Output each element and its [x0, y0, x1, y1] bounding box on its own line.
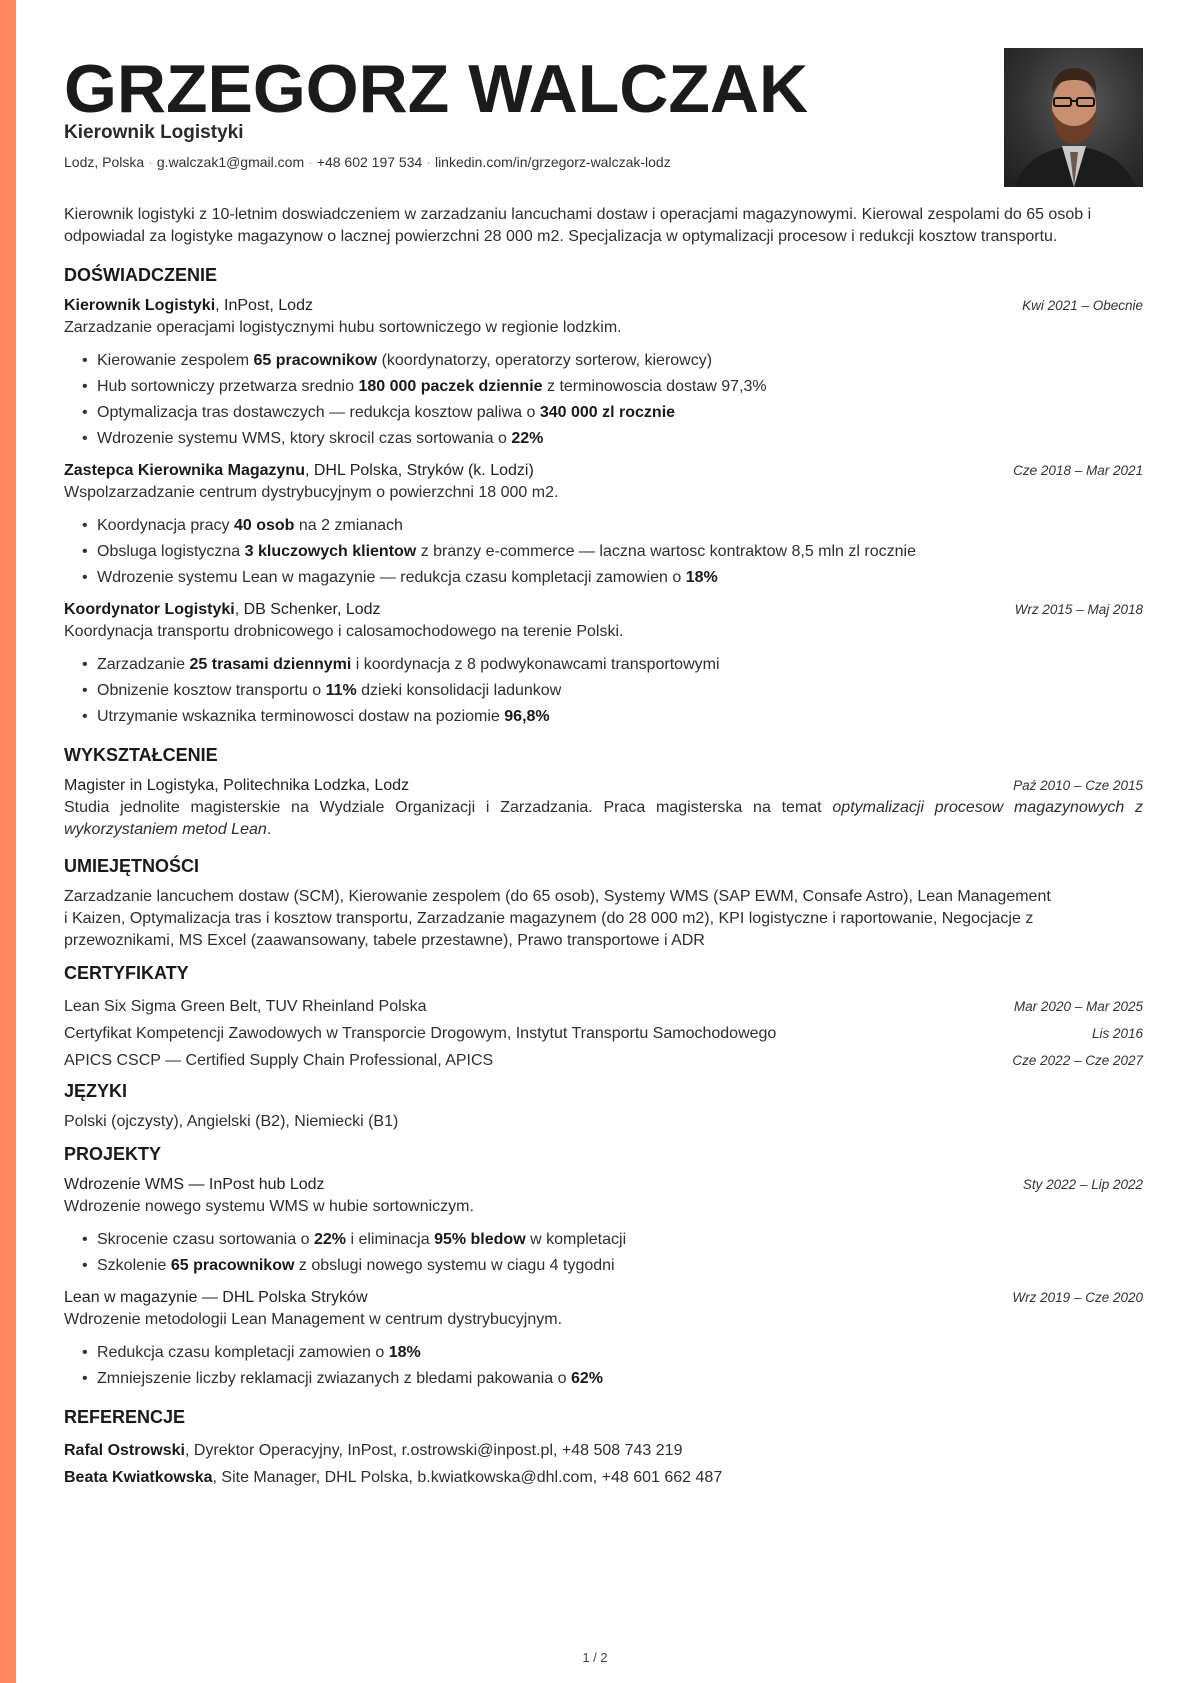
separator: ·	[148, 154, 153, 170]
certificate-item: Lean Six Sigma Green Belt, TUV Rheinland Polska Mar 2020 – Mar 2025	[64, 998, 1143, 1015]
bullet-item: • Szkolenie 65 pracownikow z obslugi nowego systemu w ciagu 4 tygodni	[82, 1253, 1143, 1279]
bullet-item: • Skrocenie czasu sortowania o 22% i eliminacja 95% bledow w kompletacji	[82, 1227, 1143, 1253]
job-date: Cze 2018 – Mar 2021	[1013, 463, 1143, 478]
experience-entry	[64, 295, 1143, 452]
section-title-certificates: CERTYFIKATY	[64, 963, 189, 983]
job-bullets	[64, 513, 1143, 591]
entry-header	[64, 295, 1143, 317]
project-entry	[64, 1287, 1143, 1392]
certificates-section	[64, 962, 1143, 1074]
project-header	[64, 1287, 1143, 1309]
bullet-item: • Kierowanie zespolem 65 pracownikow (koordynatorzy, operatorzy sorterow, kierowcy)	[82, 348, 1143, 374]
job-description: Wspolzarzadzanie centrum dystrybucyjnym o powierzchni 18 000 m2.	[64, 484, 559, 501]
bullet-item: • Obnizenie kosztow transportu o 11% dzieki konsolidacji ladunkow	[82, 678, 1143, 704]
reference-item: Beata Kwiatkowska, Site Manager, DHL Polska, b.kwiatkowska@dhl.com, +48 601 662 487	[64, 1469, 723, 1486]
project-bullets	[64, 1227, 1143, 1279]
bullet-item: • Obsluga logistyczna 3 kluczowych klientow z branzy e-commerce — laczna wartosc kontraktow 8,5 mln zl rocznie	[82, 539, 1143, 565]
skills-text: Zarzadzanie lancuchem dostaw (SCM), Kierowanie zespolem (do 65 osob), Systemy WMS (SAP EWM, Consafe Astro), Lean Management i Kaizen, Optymalizacja tras i kosztow transportu, Zarzadzanie magazynem (do 28 000 m2), KPI logistyczne i raportowanie, Negocjacje z przewoznikami, MS Excel (zaawansowany, tabele przestawne), Prawo transportowe i ADR	[64, 888, 1051, 949]
contact-linkedin[interactable]: linkedin.com/in/grzegorz-walczak-lodz	[434, 154, 671, 170]
bullet-item: • Utrzymanie wskaznika terminowosci dostaw na poziomie 96,8%	[82, 704, 1143, 730]
page-indicator: 1 / 2	[582, 1650, 608, 1665]
job-company: , InPost, Lodz	[215, 297, 313, 314]
separator: ·	[426, 154, 431, 170]
accent-bar	[0, 0, 16, 1683]
references-section	[64, 1406, 1143, 1491]
profile-photo	[1004, 48, 1143, 187]
education-section	[64, 744, 1143, 841]
certificate-item: APICS CSCP — Certified Supply Chain Professional, APICS Cze 2022 – Cze 2027	[64, 1052, 1143, 1069]
education-description: Studia jednolite magisterskie na Wydziale Organizacji i Zarzadzania. Praca magisterska na temat optymalizacji procesow magazynowych z wykorzystaniem metod Lean.	[64, 799, 1144, 838]
project-description: Wdrozenie metodologii Lean Management w centrum dystrybucyjnym.	[64, 1311, 563, 1328]
bullet-item: • Optymalizacja tras dostawczych — redukcja kosztow paliwa o 340 000 zl rocznie	[82, 400, 1143, 426]
project-date: Sty 2022 – Lip 2022	[1022, 1177, 1143, 1192]
candidate-title: Kierownik Logistyki	[64, 122, 244, 143]
bullet-item: • Zarzadzanie 25 trasami dziennymi i koordynacja z 8 podwykonawcami transportowymi	[82, 652, 1143, 678]
section-title-experience: DOŚWIADCZENIE	[64, 265, 217, 285]
education-degree: Magister in Logistyka, Politechnika Lodzka, Lodz	[64, 777, 410, 794]
bullet-item: • Wdrozenie systemu Lean w magazynie — redukcja czasu kompletacji zamowien o 18%	[82, 565, 1143, 591]
education-header	[64, 775, 1143, 797]
job-bullets	[64, 348, 1143, 452]
project-name: Wdrozenie WMS — InPost hub Lodz	[64, 1176, 325, 1193]
job-bullets	[64, 652, 1143, 730]
experience-entry	[64, 460, 1143, 591]
education-date: Paź 2010 – Cze 2015	[1013, 778, 1143, 793]
candidate-name: GRZEGORZ WALCZAK	[64, 51, 809, 127]
languages-text: Polski (ojczysty), Angielski (B2), Niemiecki (B1)	[64, 1113, 399, 1130]
contact-email[interactable]: g.walczak1@gmail.com	[156, 154, 305, 170]
project-name: Lean w magazynie — DHL Polska Stryków	[64, 1289, 368, 1306]
person-portrait-icon	[1004, 48, 1143, 187]
bullet-item: • Wdrozenie systemu WMS, ktory skrocil czas sortowania o 22%	[82, 426, 1143, 452]
job-date: Kwi 2021 – Obecnie	[1022, 298, 1143, 313]
projects-section	[64, 1143, 1143, 1392]
section-title-languages: JĘZYKI	[64, 1081, 128, 1101]
languages-section	[64, 1080, 1143, 1133]
certificate-item: Certyfikat Kompetencji Zawodowych w Transporcie Drogowym, Instytut Transportu Samochodowego Lis 2016	[64, 1025, 1143, 1042]
experience-section	[64, 264, 1143, 730]
bullet-item: • Hub sortowniczy przetwarza srednio 180 000 paczek dziennie z terminowoscia dostaw 97,3%	[82, 374, 1143, 400]
resume-content	[64, 264, 1143, 1491]
contact-location: Lodz, Polska	[64, 154, 145, 170]
job-description: Zarzadzanie operacjami logistycznymi hubu sortowniczego w regionie lodzkim.	[64, 319, 622, 336]
entry-header	[64, 599, 1143, 621]
summary-paragraph: Kierownik logistyki z 10-letnim doswiadczeniem w zarzadzaniu lancuchami dostaw i operacjami magazynowymi. Kierowal zespolami do 65 osob i odpowiadal za logistyke magazynow o lacznej powierzchni 28 000 m2. Specjalizacja w optymalizacji procesow i redukcji kosztow transportu.	[64, 206, 1092, 245]
section-title-education: WYKSZTAŁCENIE	[64, 745, 218, 765]
section-title-references: REFERENCJE	[64, 1407, 186, 1427]
project-date: Wrz 2019 – Cze 2020	[1012, 1290, 1143, 1305]
section-title-projects: PROJEKTY	[64, 1144, 162, 1164]
reference-item: Rafal Ostrowski, Dyrektor Operacyjny, InPost, r.ostrowski@inpost.pl, +48 508 743 219	[64, 1442, 683, 1459]
bullet-item: • Zmniejszenie liczby reklamacji zwiazanych z bledami pakowania o 62%	[82, 1366, 1143, 1392]
project-description: Wdrozenie nowego systemu WMS w hubie sortowniczym.	[64, 1198, 474, 1215]
skills-section	[64, 855, 1143, 952]
job-company: , DB Schenker, Lodz	[234, 601, 381, 618]
job-role: Kierownik Logistyki	[64, 297, 216, 314]
job-role: Koordynator Logistyki	[64, 601, 235, 618]
job-description: Koordynacja transportu drobnicowego i calosamochodowego na terenie Polski.	[64, 623, 624, 640]
experience-entry	[64, 599, 1143, 730]
section-title-skills: UMIEJĘTNOŚCI	[64, 856, 200, 876]
job-company: , DHL Polska, Stryków (k. Lodzi)	[304, 462, 534, 479]
separator: ·	[308, 154, 313, 170]
bullet-item: • Koordynacja pracy 40 osob na 2 zmianach	[82, 513, 1143, 539]
bullet-item: • Redukcja czasu kompletacji zamowien o 18%	[82, 1340, 1143, 1366]
project-entry	[64, 1174, 1143, 1279]
project-header	[64, 1174, 1143, 1196]
contact-line	[64, 154, 671, 170]
project-bullets	[64, 1340, 1143, 1392]
contact-phone: +48 602 197 534	[316, 154, 423, 170]
job-date: Wrz 2015 – Maj 2018	[1014, 602, 1143, 617]
job-role: Zastepca Kierownika Magazynu	[64, 462, 305, 479]
entry-header	[64, 460, 1143, 482]
